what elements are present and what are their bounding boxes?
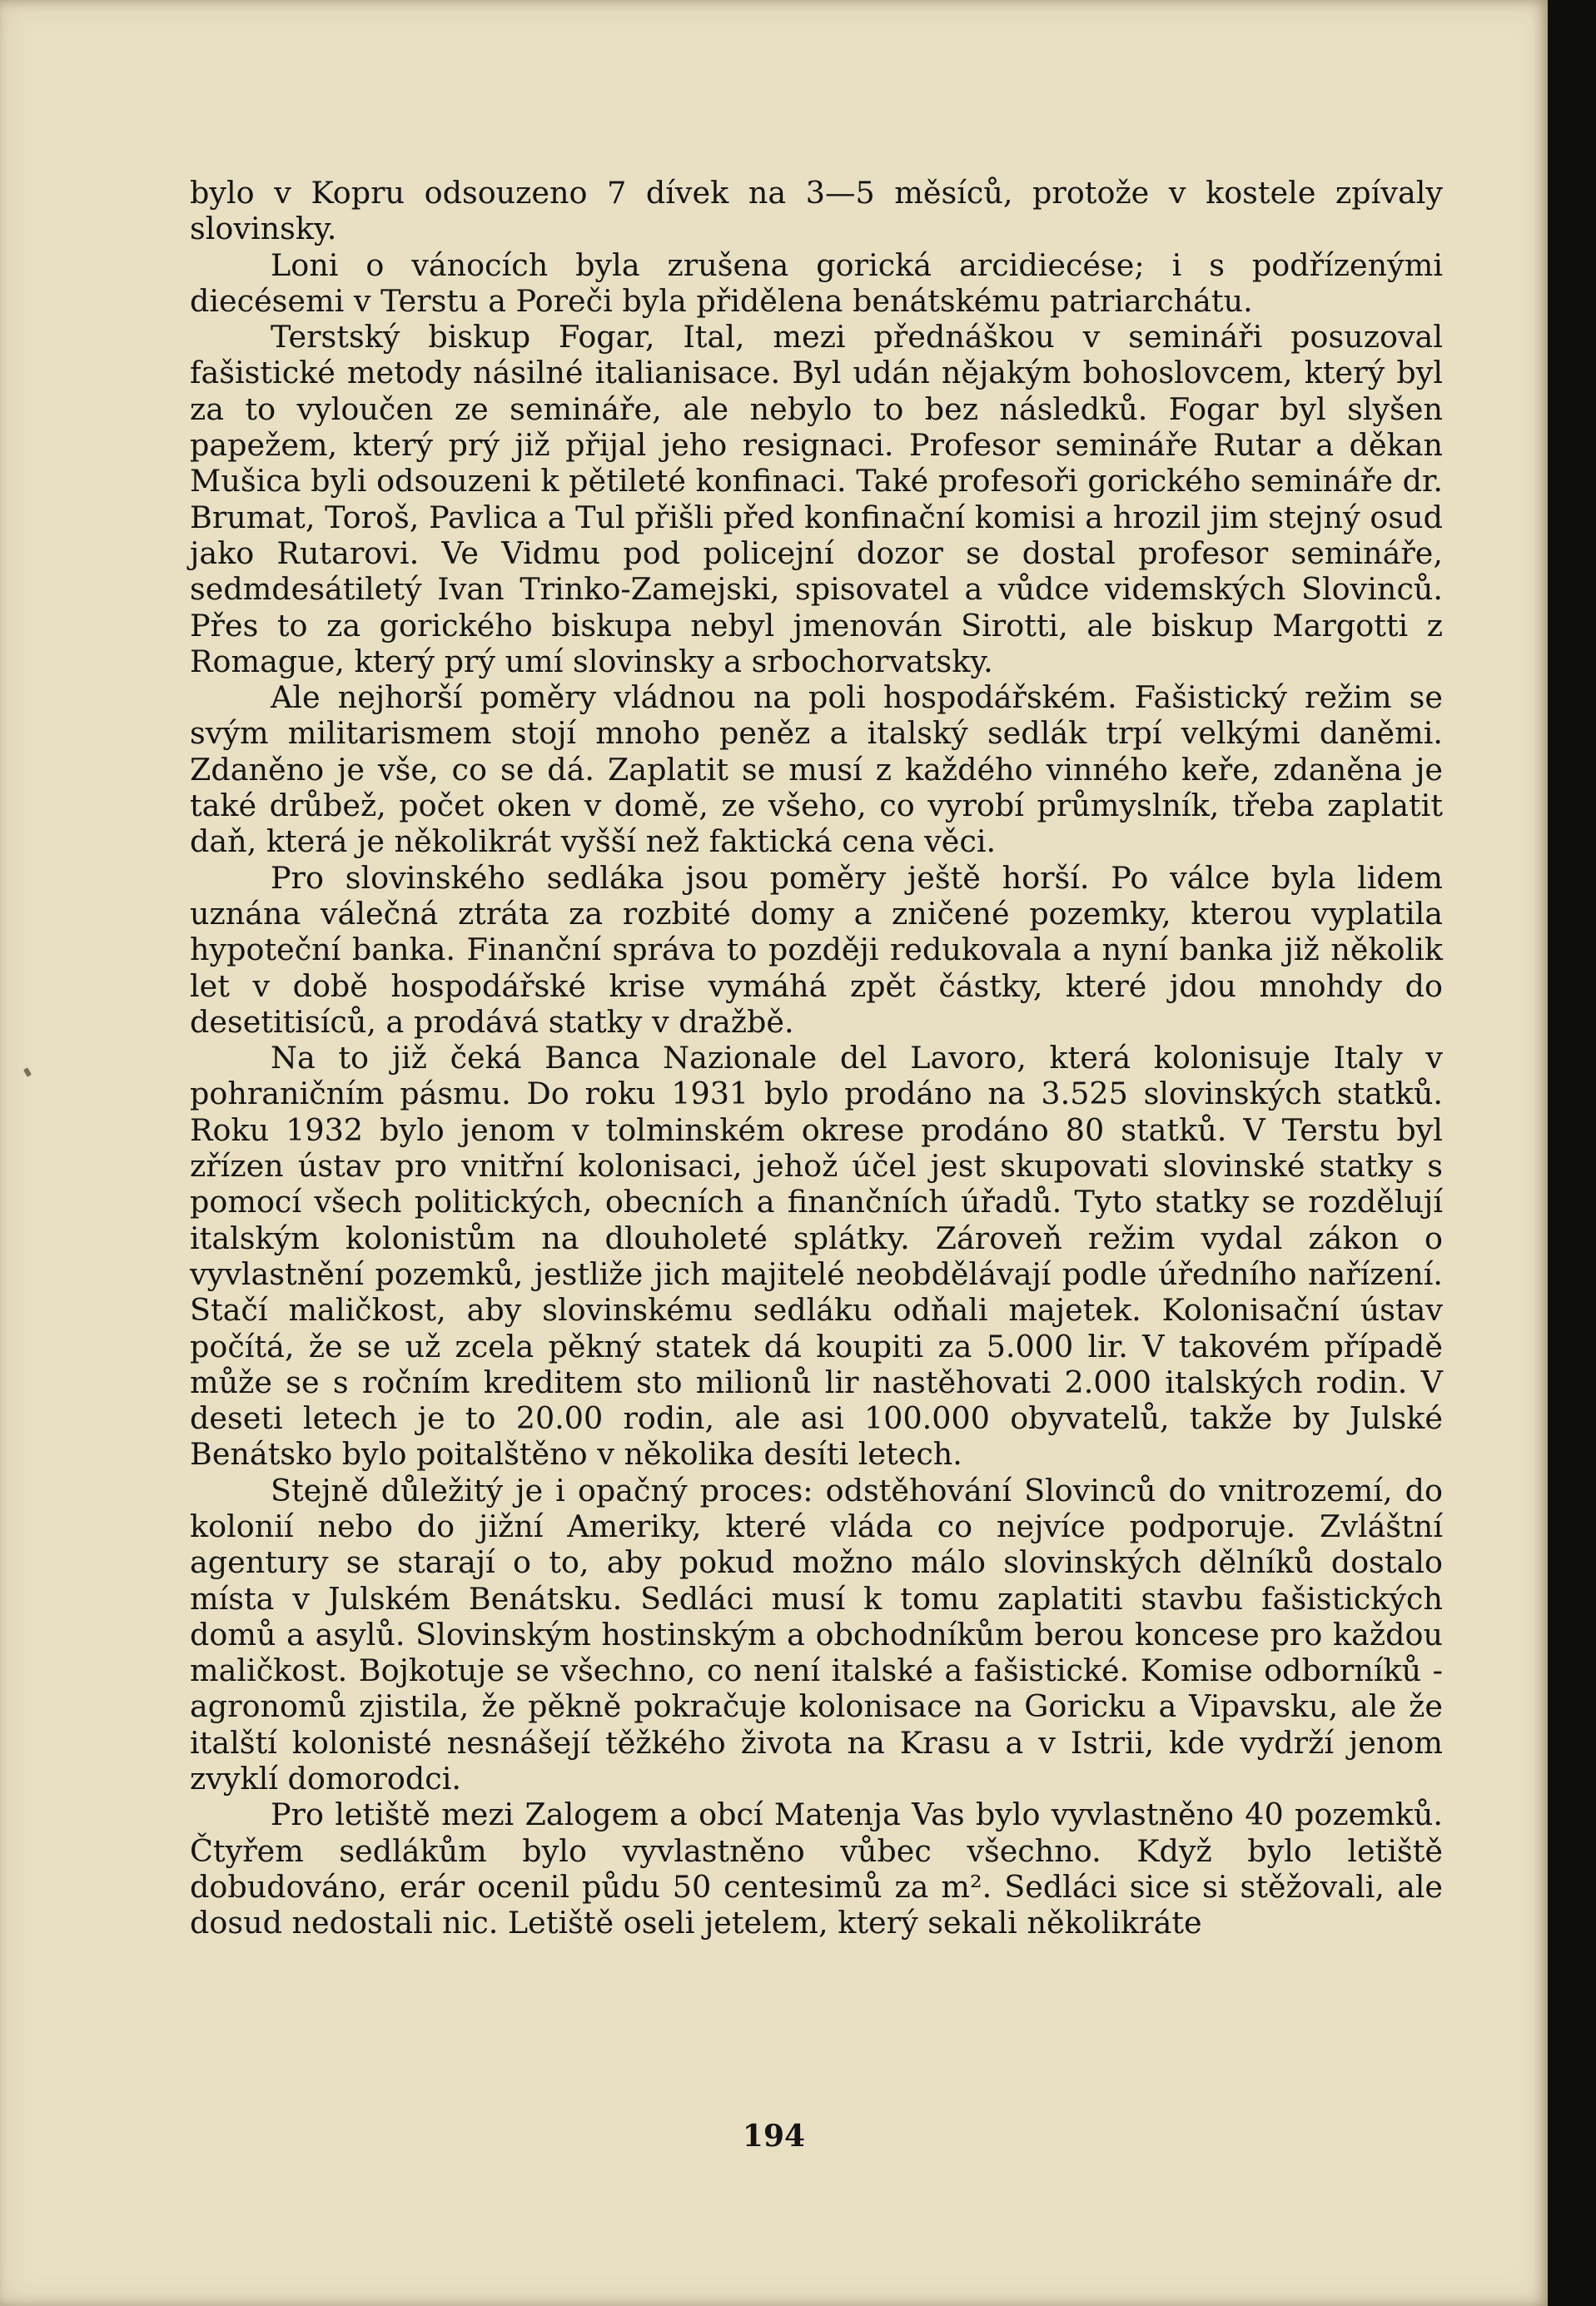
paragraph-7: Stejně důležitý je i opačný proces: odstěhování Slovinců do vnitrozemí, do kolonií nebo do jižní Ameriky, které vláda co nejvíce podporuje. Zvláštní agentury se starají o to, aby pokud možno málo slovinských dělníků dostalo místa v Julském Benátsku. Sedláci musí k tomu zaplatiti stavbu fašistických domů a asylů. Slovinským hostinským a obchodníkům berou koncese pro každou maličkost. Bojkotuje se všechno, co není italské a fašistické. Komise odborníků - agronomů zjistila, že pěkně pokračuje kolonisace na Goricku a Vipavsku, ale že italští kolonisté nesnášejí těžkého života na Krasu a v Istrii, kde vydrží jenom zvyklí domorodci. bbox=[190, 1472, 1443, 1797]
paragraph-2: Loni o vánocích byla zrušena gorická arcidiecése; i s podřízenými diecésemi v Terstu a Poreči byla přidělena benátskému patriarchátu. bbox=[190, 246, 1443, 319]
paragraph-6: Na to již čeká Banca Nazionale del Lavoro, která kolonisuje Italy v pohraničním pásmu. Do roku 1931 bylo prodáno na 3.525 slovinských statků. Roku 1932 bylo jenom v tolminském okrese prodáno 80 statků. V Terstu byl zřízen ústav pro vnitřní kolonisaci, jehož účel jest skupovati slovinské statky s pomocí všech politických, obecních a finančních úřadů. Tyto statky se rozdělují italským kolonistům na dlouholeté splátky. Zároveň režim vydal zákon o vyvlastnění pozemků, jestliže jich majitelé neobdělávají podle úředního nařízení. Stačí maličkost, aby slovinskému sedláku odňali majetek. Kolonisační ústav počítá, že se už zcela pěkný statek dá koupiti za 5.000 lir. V takovém případě může se s ročním kreditem sto milionů lir nastěhovati 2.000 italských rodin. V deseti letech je to 20.00 rodin, ale asi 100.000 obyvatelů, takže by Julské Benátsko bylo poitalštěno v několika desíti letech. bbox=[190, 1040, 1443, 1473]
page-number: 194 bbox=[742, 2119, 806, 2154]
scan-dark-edge bbox=[1548, 0, 1596, 2306]
paragraph-5: Pro slovinského sedláka jsou poměry ještě horší. Po válce byla lidem uznána válečná ztráta za rozbité domy a zničené pozemky, kterou vyplatila hypoteční banka. Finanční správa to později redukovala a nyní banka již několik let v době hospodářské krise vymáhá zpět částky, které jdou mnohdy do desetitisíců, a prodává statky v dražbě. bbox=[190, 859, 1443, 1040]
paragraph-8: Pro letiště mezi Zalogem a obcí Matenja Vas bylo vyvlastněno 40 pozemků. Čtyřem sedlákům bylo vyvlastněno vůbec všechno. Když bylo letiště dobudováno, erár ocenil půdu 50 centesimů za m². Sedláci sice si stěžovali, ale dosud nedostali nic. Letiště oseli jetelem, který sekali několikráte bbox=[190, 1797, 1443, 1941]
paragraph-1: bylo v Kopru odsouzeno 7 dívek na 3—5 měsíců, protože v kostele zpívaly slovinsky. bbox=[190, 175, 1443, 247]
paragraph-3: Terstský biskup Fogar, Ital, mezi přednáškou v semináři posuzoval fašistické metody násilné italianisace. Byl udán nějakým bohoslovcem, který byl za to vyloučen ze semináře, ale nebylo to bez následků. Fogar byl slyšen papežem, který prý již přijal jeho resignaci. Profesor semináře Rutar a děkan Mušica byli odsouzeni k pětileté konfinaci. Také profesoři gorického semináře dr. Brumat, Toroš, Pavlica a Tul přišli před konfinační komisi a hrozil jim stejný osud jako Rutarovi. Ve Vidmu pod policejní dozor se dostal profesor semináře, sedmdesátiletý Ivan Trinko-Zamejski, spisovatel a vůdce videmských Slovinců. Přes to za gorického biskupa nebyl jmenován Sirotti, ale biskup Margotti z Romague, který prý umí slovinsky a srbochorvatsky. bbox=[190, 319, 1443, 679]
scan-speck bbox=[23, 1067, 32, 1077]
paragraph-4: Ale nejhorší poměry vládnou na poli hospodářském. Fašistický režim se svým militarismem stojí mnoho peněz a italský sedlák trpí velkými daněmi. Zdaněno je vše, co se dá. Zaplatit se musí z každého vinného keře, zdaněna je také drůbež, počet oken v domě, ze všeho, co vyrobí průmyslník, třeba zaplatit daň, která je několikrát vyšší než faktická cena věci. bbox=[190, 679, 1443, 860]
body-text bbox=[190, 175, 1443, 1941]
